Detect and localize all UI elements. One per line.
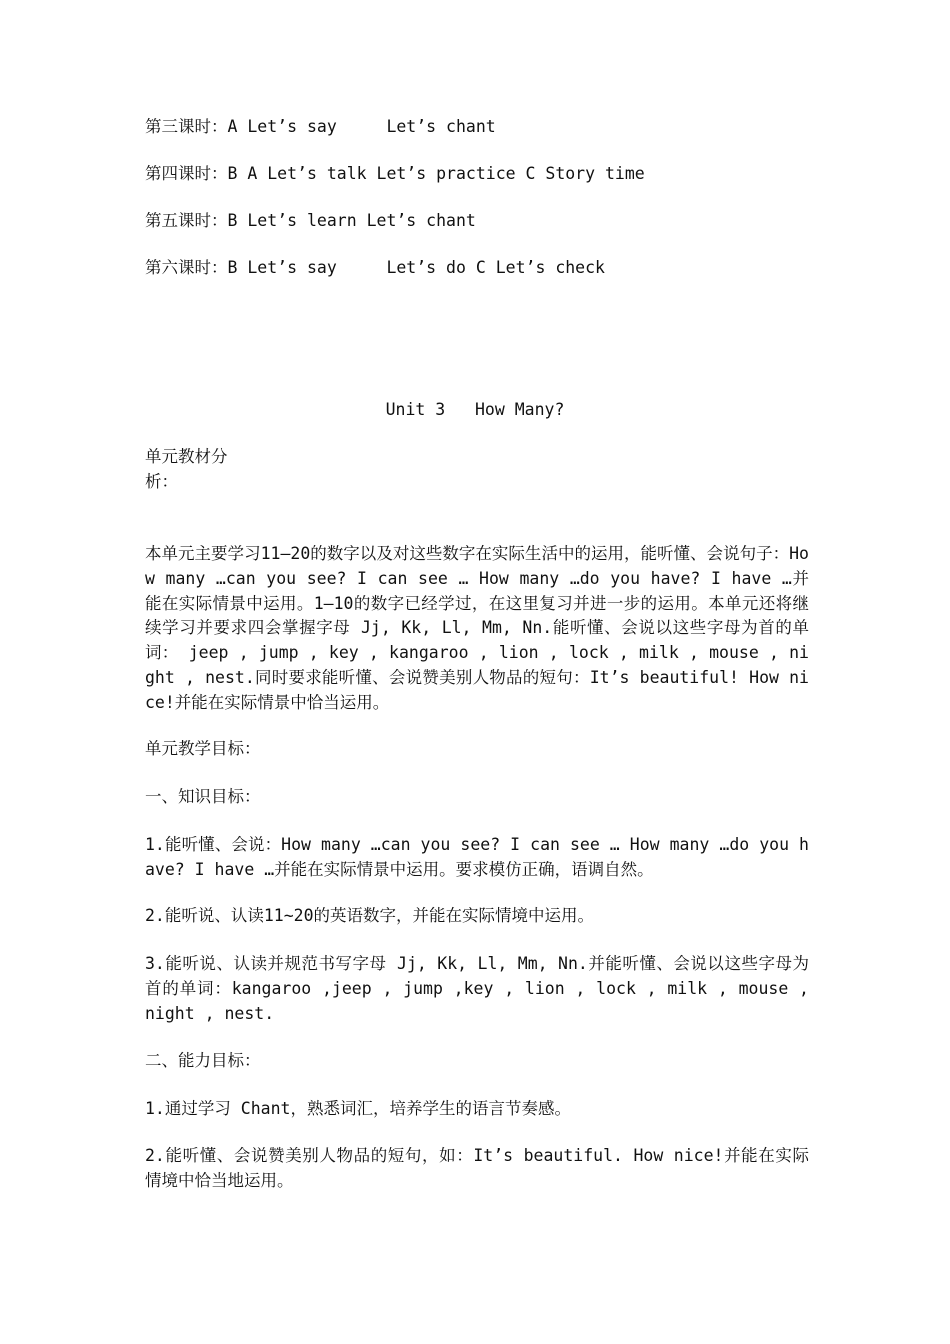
goals-heading: 单元教学目标： bbox=[145, 739, 261, 758]
schedule-line: 第四课时：B A Let’s talk Let’s practice C Story time bbox=[145, 164, 645, 183]
ability-item: 2.能听懂、会说赞美别人物品的短句，如：It’s beautiful. How nice!并能在实际情境中恰当地运用。 bbox=[145, 1146, 809, 1190]
knowledge-heading: 一、知识目标： bbox=[145, 787, 261, 806]
schedule-line: 第六课时：B Let’s say Let’s do C Let’s check bbox=[145, 258, 605, 277]
knowledge-item: 2.能听说、认读11~20的英语数字，并能在实际情境中运用。 bbox=[145, 906, 595, 925]
analysis-heading: 单元教材分析： bbox=[145, 447, 228, 491]
schedule-line: 第三课时：A Let’s say Let’s chant bbox=[145, 117, 496, 136]
unit-title: Unit 3 How Many? bbox=[385, 400, 565, 419]
schedule-line: 第五课时：B Let’s learn Let’s chant bbox=[145, 211, 476, 230]
knowledge-item: 1.能听懂、会说：How many …can you see? I can see … How many …do you have? I have …并能在实际情景中运用。要求模仿正确，语调自然。 bbox=[145, 835, 809, 879]
ability-heading: 二、能力目标： bbox=[145, 1051, 261, 1070]
ability-item: 1.通过学习 Chant，熟悉词汇，培养学生的语言节奏感。 bbox=[145, 1099, 571, 1118]
analysis-paragraph: 本单元主要学习11—20的数字以及对这些数字在实际生活中的运用，能听懂、会说句子：How many …can you see? I can see … How many …do you have? I have …并能在实际情景中运用。1—10的数字已经学过，在这里复习并进一步的运用。本单元还将继续学习并要求四会掌握字母 Jj, Kk, Ll, Mm, Nn.能听懂、会说以这些字母为首的单词： jeep , jump , key , kangaroo , lion , lock , milk , mouse , night , nest.同时要求能听懂、会说赞美别人物品的短句：It’s beautiful! How nice!并能在实际情景中恰当运用。 bbox=[145, 544, 809, 712]
knowledge-item: 3.能听说、认读并规范书写字母 Jj, Kk, Ll, Mm, Nn.并能听懂、会说以这些字母为首的单词：kangaroo ,jeep , jump ,key , lion , lock , milk , mouse , night , nest. bbox=[145, 954, 809, 1023]
